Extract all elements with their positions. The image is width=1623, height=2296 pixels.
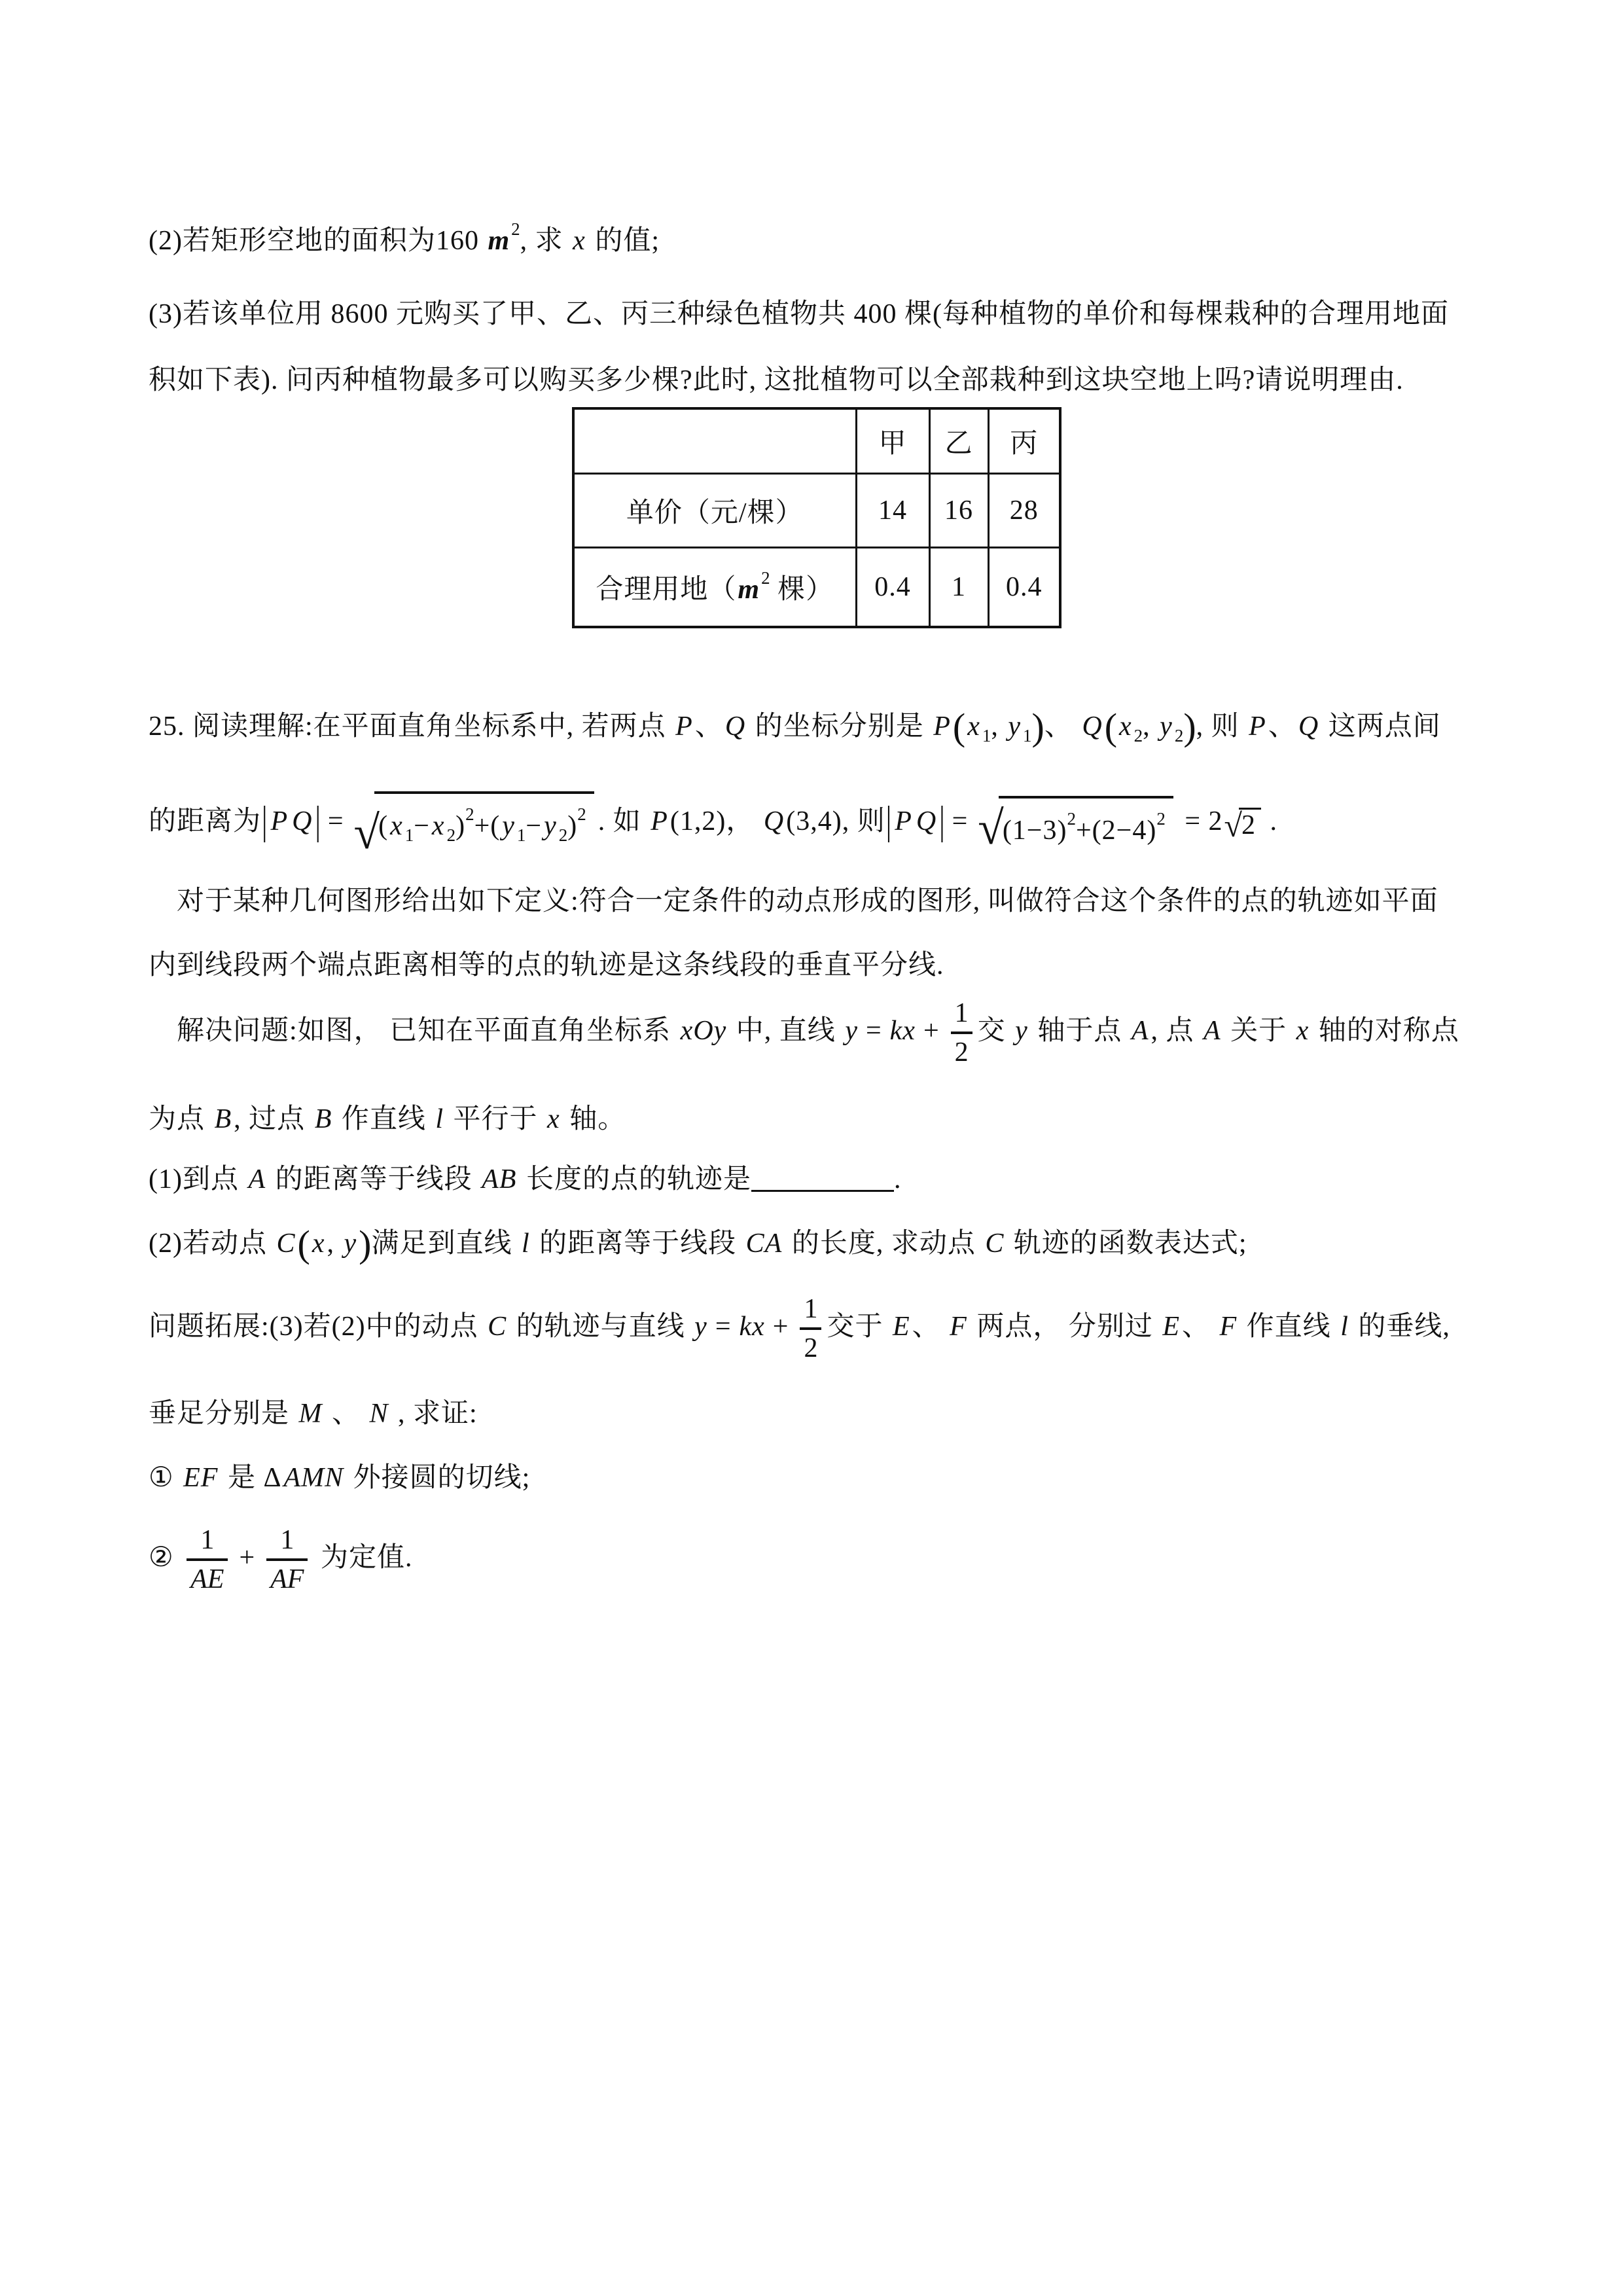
math-var-m: m (738, 575, 760, 605)
math-var-M: M (298, 1399, 323, 1429)
fraction-one-half (951, 999, 972, 1066)
math-var-m: m (488, 226, 510, 256)
fraction-denominator: AE (187, 1558, 228, 1593)
circled-one-marker: ① (149, 1463, 182, 1493)
problem25-extension (149, 1278, 1450, 1376)
big-paren: ( (297, 1223, 310, 1265)
superscript: 2 (465, 804, 474, 825)
text-run: 长度的点的轨迹是 (518, 1164, 751, 1194)
math-var-A: A (1131, 1016, 1149, 1046)
math-var-E: E (1162, 1312, 1180, 1342)
fraction-denominator: 2 (800, 1327, 821, 1362)
text-run: 满足到直线 (371, 1229, 520, 1259)
text-run: 棵） (770, 575, 834, 605)
row-label-price: 单价（元/棵） (573, 474, 856, 548)
text-run: 作直线 (334, 1104, 434, 1134)
problem25-definition-line1: 对于某种几何图形给出如下定义:符合一定条件的动点形成的图形, 叫做符合这个条件的点的轨迹如平面 (149, 886, 1438, 916)
fraction-numerator: 1 (280, 1525, 294, 1556)
text-run: 、 (694, 711, 723, 742)
col-header-bing: 丙 (988, 408, 1060, 474)
text-run: 问题拓展:(3)若(2)中的动点 (149, 1312, 486, 1342)
text-run: 是 Δ (220, 1463, 282, 1493)
equals-sign: = (865, 1016, 882, 1046)
math-var-l: l (1340, 1312, 1349, 1342)
math-var-kx: kx (739, 1312, 765, 1342)
superscript: 2 (1067, 809, 1076, 829)
cell-value: 0.4 (856, 548, 929, 628)
math-var-P: P (933, 711, 951, 742)
radical-body (999, 796, 1173, 847)
problem25-claim2 (149, 1505, 412, 1610)
cell-value: 1 (929, 548, 988, 628)
math-var-C: C (276, 1229, 296, 1259)
text-run: 合理用地（ (596, 575, 737, 605)
math-var-E: E (893, 1312, 910, 1342)
equals-sign: = (327, 806, 344, 836)
plants-info-table (572, 407, 1061, 628)
math-var-Q: Q (916, 806, 937, 836)
problem25-solve-line1 (149, 982, 1459, 1080)
problem25-distance-formula (149, 772, 1277, 870)
math-var-Q: Q (292, 806, 313, 836)
coords: (3,4) (786, 806, 842, 836)
math-var-x: x (312, 1229, 325, 1259)
text-run: , (327, 1229, 342, 1259)
sqrt-expression (978, 796, 1173, 855)
coords: (1,2) (669, 806, 726, 836)
table-header-row (573, 408, 1060, 474)
text-run: 平行于 (446, 1104, 546, 1134)
math-var-EF: EF (183, 1463, 219, 1493)
math-var-AMN: AMN (283, 1463, 344, 1493)
text-run: 轴。 (562, 1104, 626, 1134)
text-run: 的距离为 (149, 806, 262, 836)
text-run: = 2 (1177, 806, 1223, 836)
math-var-xOy: xOy (680, 1016, 727, 1046)
math-var-Q: Q (1082, 711, 1103, 742)
subscript: 2 (446, 825, 456, 846)
math-var-F: F (1219, 1312, 1238, 1342)
table-corner-cell (573, 408, 856, 474)
math-var-B: B (214, 1104, 232, 1134)
text-run: 解决问题:如图， 已知在平面直角坐标系 (149, 1016, 679, 1046)
answer-blank (751, 1161, 894, 1192)
text-run: 交于 (827, 1312, 891, 1342)
table-row-land (573, 548, 1060, 628)
text-run: 的垂线, (1350, 1312, 1450, 1342)
math-var-A: A (248, 1164, 266, 1194)
fraction-one-half (800, 1295, 821, 1362)
minus-sign: − (526, 811, 543, 842)
text-run: ( (378, 811, 389, 842)
col-header-yi: 乙 (929, 408, 988, 474)
equals-sign: = (952, 806, 969, 836)
math-var-C: C (985, 1229, 1005, 1259)
math-var-x: x (967, 711, 980, 742)
math-var-CA: CA (745, 1229, 783, 1259)
text-run: 关于 (1222, 1016, 1294, 1046)
text-run: +(2−4) (1075, 816, 1157, 846)
text-run: , 则 (842, 806, 885, 836)
text-run: 、 (1268, 711, 1296, 742)
text-run: ) (455, 811, 466, 842)
text-run: , 过点 (234, 1104, 313, 1134)
math-var-P: P (651, 806, 668, 836)
math-var-P: P (895, 806, 912, 836)
cell-value: 16 (929, 474, 988, 548)
text-run: 、 (1182, 1312, 1218, 1342)
text-run: 作直线 (1239, 1312, 1339, 1342)
superscript: 2 (1156, 809, 1166, 829)
cell-value: 14 (856, 474, 929, 548)
text-run: 外接圆的切线; (346, 1463, 531, 1493)
fraction-1-over-AF (266, 1526, 308, 1593)
text-run: 两点， 分别过 (969, 1312, 1161, 1342)
text-run: 这两点间 (1321, 711, 1441, 742)
text-run: , (991, 711, 1007, 742)
plus-sign: + (239, 1543, 256, 1573)
text-run: 中, 直线 (728, 1016, 844, 1046)
sqrt-expression (353, 791, 594, 859)
row-label-land (573, 548, 856, 628)
math-var-l: l (435, 1104, 444, 1134)
math-var-Q: Q (1298, 711, 1319, 742)
superscript: 2 (761, 568, 770, 588)
col-header-jia: 甲 (856, 408, 929, 474)
text-run: 垂足分别是 (149, 1399, 297, 1429)
math-var-x: x (547, 1104, 560, 1134)
math-var-P: P (675, 711, 693, 742)
subscript: 1 (982, 726, 991, 745)
fraction-numerator: 1 (200, 1525, 215, 1556)
text-run: , 求证: (390, 1399, 478, 1429)
text-run: , 点 (1150, 1016, 1202, 1046)
text-run: (1)到点 (149, 1164, 247, 1194)
fraction-denominator: 2 (951, 1031, 972, 1066)
text-run: , (1143, 711, 1158, 742)
problem25-question2 (149, 1223, 1247, 1265)
fraction-denominator: AF (266, 1558, 308, 1593)
math-var-y: y (1015, 1016, 1028, 1046)
abs-bar: | (315, 799, 321, 844)
text-run: 为定值. (313, 1543, 413, 1573)
math-var-x: x (1296, 1016, 1310, 1046)
radical-sign: √ (1224, 806, 1242, 844)
text-run: (1−3) (1002, 816, 1067, 846)
abs-bar: | (885, 799, 893, 844)
problem25-solve-line2 (149, 1098, 626, 1140)
subscript: 1 (404, 825, 414, 846)
math-var-y: y (1160, 711, 1173, 742)
text-run: ， (726, 806, 762, 836)
text-run: (2)若动点 (149, 1229, 275, 1259)
math-var-N: N (369, 1399, 389, 1429)
math-var-Q: Q (724, 711, 746, 742)
big-paren: ) (1031, 706, 1044, 748)
text-run: 轴的对称点 (1311, 1016, 1459, 1046)
problem25-definition-line2: 内到线段两个端点距离相等的点的轨迹是这条线段的垂直平分线. (149, 950, 944, 980)
radical-body (374, 791, 594, 852)
cell-value: 0.4 (988, 548, 1060, 628)
text-run: 的坐标分别是 (747, 711, 932, 742)
math-var-x: x (573, 226, 586, 256)
math-var-y: y (694, 1312, 707, 1342)
big-paren: ( (952, 706, 966, 748)
circled-two-marker: ② (149, 1543, 182, 1573)
math-var-y: y (502, 811, 515, 842)
superscript: 2 (511, 219, 520, 239)
math-var-A: A (1204, 1016, 1221, 1046)
text-run: . (1262, 806, 1277, 836)
math-var-F: F (950, 1312, 967, 1342)
text-run: 轴于点 (1029, 1016, 1130, 1046)
text-run: 、 (324, 1399, 368, 1429)
math-var-P: P (270, 806, 289, 836)
subscript: 2 (1174, 726, 1184, 745)
math-var-AB: AB (482, 1164, 517, 1194)
text-run: 的轨迹与直线 (508, 1312, 693, 1342)
text-run: +( (474, 811, 501, 842)
plus-sign: + (923, 1016, 940, 1046)
problem25-question1 (149, 1158, 901, 1200)
abs-bar: | (262, 799, 268, 844)
fraction-1-over-AE (187, 1526, 228, 1593)
math-var-B: B (314, 1104, 332, 1134)
math-var-l: l (521, 1229, 530, 1259)
big-paren: ) (1183, 706, 1196, 748)
text-run: 交 (977, 1016, 1014, 1046)
text-run: 的距离等于线段 (531, 1229, 744, 1259)
subscript: 1 (516, 825, 526, 846)
text-run: 的值; (587, 226, 660, 256)
sqrt-expression (1224, 806, 1261, 844)
equals-sign: = (715, 1312, 732, 1342)
math-var-P: P (1249, 711, 1266, 742)
text-run: 的距离等于线段 (268, 1164, 480, 1194)
text-run: , 求 (520, 226, 571, 256)
text-run: 、 (912, 1312, 948, 1342)
text-run: 为点 (149, 1104, 213, 1134)
text-run: , 则 (1196, 711, 1247, 742)
text-run: (2)若矩形空地的面积为160 (149, 226, 487, 256)
plus-sign: + (772, 1312, 789, 1342)
text-run: 的长度, 求动点 (784, 1229, 984, 1259)
superscript: 2 (577, 804, 586, 825)
subscript: 2 (558, 825, 568, 846)
text-run: 25. 阅读理解:在平面直角坐标系中, 若两点 (149, 711, 674, 742)
math-var-y: y (544, 811, 557, 842)
cell-value: 28 (988, 474, 1060, 548)
math-var-y: y (344, 1229, 357, 1259)
text-run: . 如 (597, 806, 649, 836)
math-var-Q: Q (763, 806, 785, 836)
radical-sign: √ (353, 806, 380, 859)
problem24-part3-line1: (3)若该单位用 8600 元购买了甲、乙、丙三种绿色植物共 400 棵(每种植物的单价和每棵栽种的合理用地面 (149, 299, 1449, 329)
fraction-numerator: 1 (954, 998, 969, 1029)
abs-bar: | (939, 799, 946, 844)
radical-sign: √ (978, 802, 1004, 855)
text-run: 轨迹的函数表达式; (1006, 1229, 1247, 1259)
math-var-y: y (845, 1016, 858, 1046)
problem25-claim1 (149, 1457, 530, 1499)
math-var-x: x (390, 811, 403, 842)
table-row-price (573, 474, 1060, 548)
problem24-part2 (149, 208, 660, 262)
math-var-y: y (1008, 711, 1021, 742)
math-var-C: C (488, 1312, 507, 1342)
text-run: . (893, 1164, 902, 1194)
subscript: 2 (1133, 726, 1143, 745)
problem24-part3-line2: 积如下表). 问丙种植物最多可以购买多少棵?此时, 这批植物可以全部栽种到这块空地上吗?请说明理由. (149, 365, 1404, 395)
radical-body: 2 (1239, 808, 1261, 840)
minus-sign: − (414, 811, 430, 842)
big-paren: ( (1104, 706, 1118, 748)
text-run: 、 (1044, 711, 1080, 742)
subscript: 1 (1023, 726, 1032, 745)
problem25-feet-line (149, 1393, 478, 1435)
problem25-intro (149, 706, 1441, 757)
math-var-x: x (431, 811, 445, 842)
text-run: ) (567, 811, 578, 842)
fraction-numerator: 1 (804, 1294, 818, 1325)
big-paren: ) (359, 1223, 372, 1265)
math-var-kx: kx (889, 1016, 916, 1046)
math-var-x: x (1119, 711, 1132, 742)
